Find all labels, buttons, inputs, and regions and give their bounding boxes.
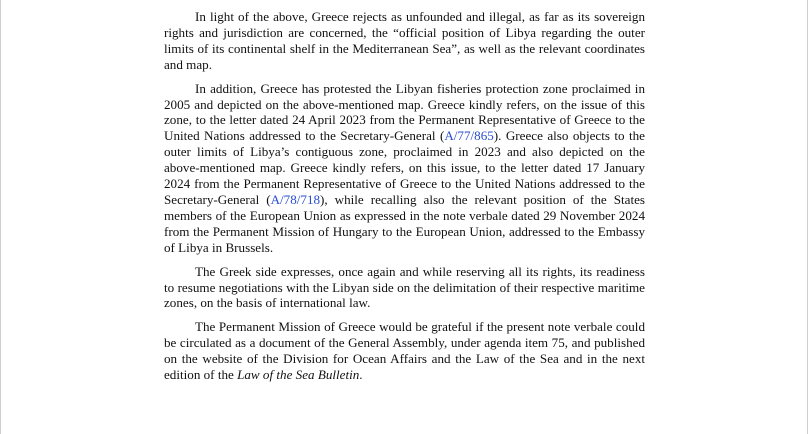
paragraph-rejection-text: In light of the above, Greece rejects as unfounded and illegal, as far as its sovereign rights and jurisdiction are concerned, the “official position of Libya regarding the outer limits of its continental shelf in the Mediterranean Sea”, as well as the relevant coordinates and map. [164,9,645,72]
paragraph-protests-text-3: ), while recalling also the relevant position of the States members of the European Union as expressed in the note verbale dated 29 November 2024 from the Permanent Mission of Hungary to the European Union, addressed to the Embassy of Libya in Brussels. [164,191,645,255]
document-link-a-78-718[interactable]: A/78/718 [270,191,321,207]
document-link-a-77-865[interactable]: A/77/865 [444,128,494,144]
bulletin-title: Law of the Sea Bulletin [237,367,360,383]
paragraph-circulation-request [164,319,645,383]
paragraph-circulation-text-2: . [359,367,363,383]
document-body [164,9,645,383]
paragraph-rejection [164,9,645,73]
paragraph-negotiations-text: The Greek side expresses, once again and while reserving all its rights, its readiness to resume negotiations with the Libyan side on the delimitation of their respective maritime zones, on the basis of international law. [164,263,645,311]
paragraph-protests [164,81,645,256]
paragraph-circulation-text-1: The Permanent Mission of Greece would be grateful if the present note verbale could be circulated as a document of the General Assembly, under agenda item 75, and published on the website of the Division for Ocean Affairs and the Law of the Sea and in the next edition of the [164,319,645,383]
paragraph-protests-text-1: In addition, Greece has protested the Libyan fisheries protection zone proclaimed in 2005 and depicted on the above-mentioned map. Greece kindly refers, on the issue of this zone, to the letter dated 24 April 2023 from the Permanent Representative of Greece to the United Nations addressed to the Secretary-General ( [164,80,645,144]
paragraph-protests-text-2: ). Greece also objects to the outer limits of Libya’s contiguous zone, proclaimed in 2023 and also depicted on the above-mentioned map. Greece kindly refers, on this issue, to the letter dated 17 January 2024 from the Permanent Representative of Greece to the United Nations addressed to the Secretary-General ( [164,128,645,207]
paragraph-negotiations [164,264,645,312]
